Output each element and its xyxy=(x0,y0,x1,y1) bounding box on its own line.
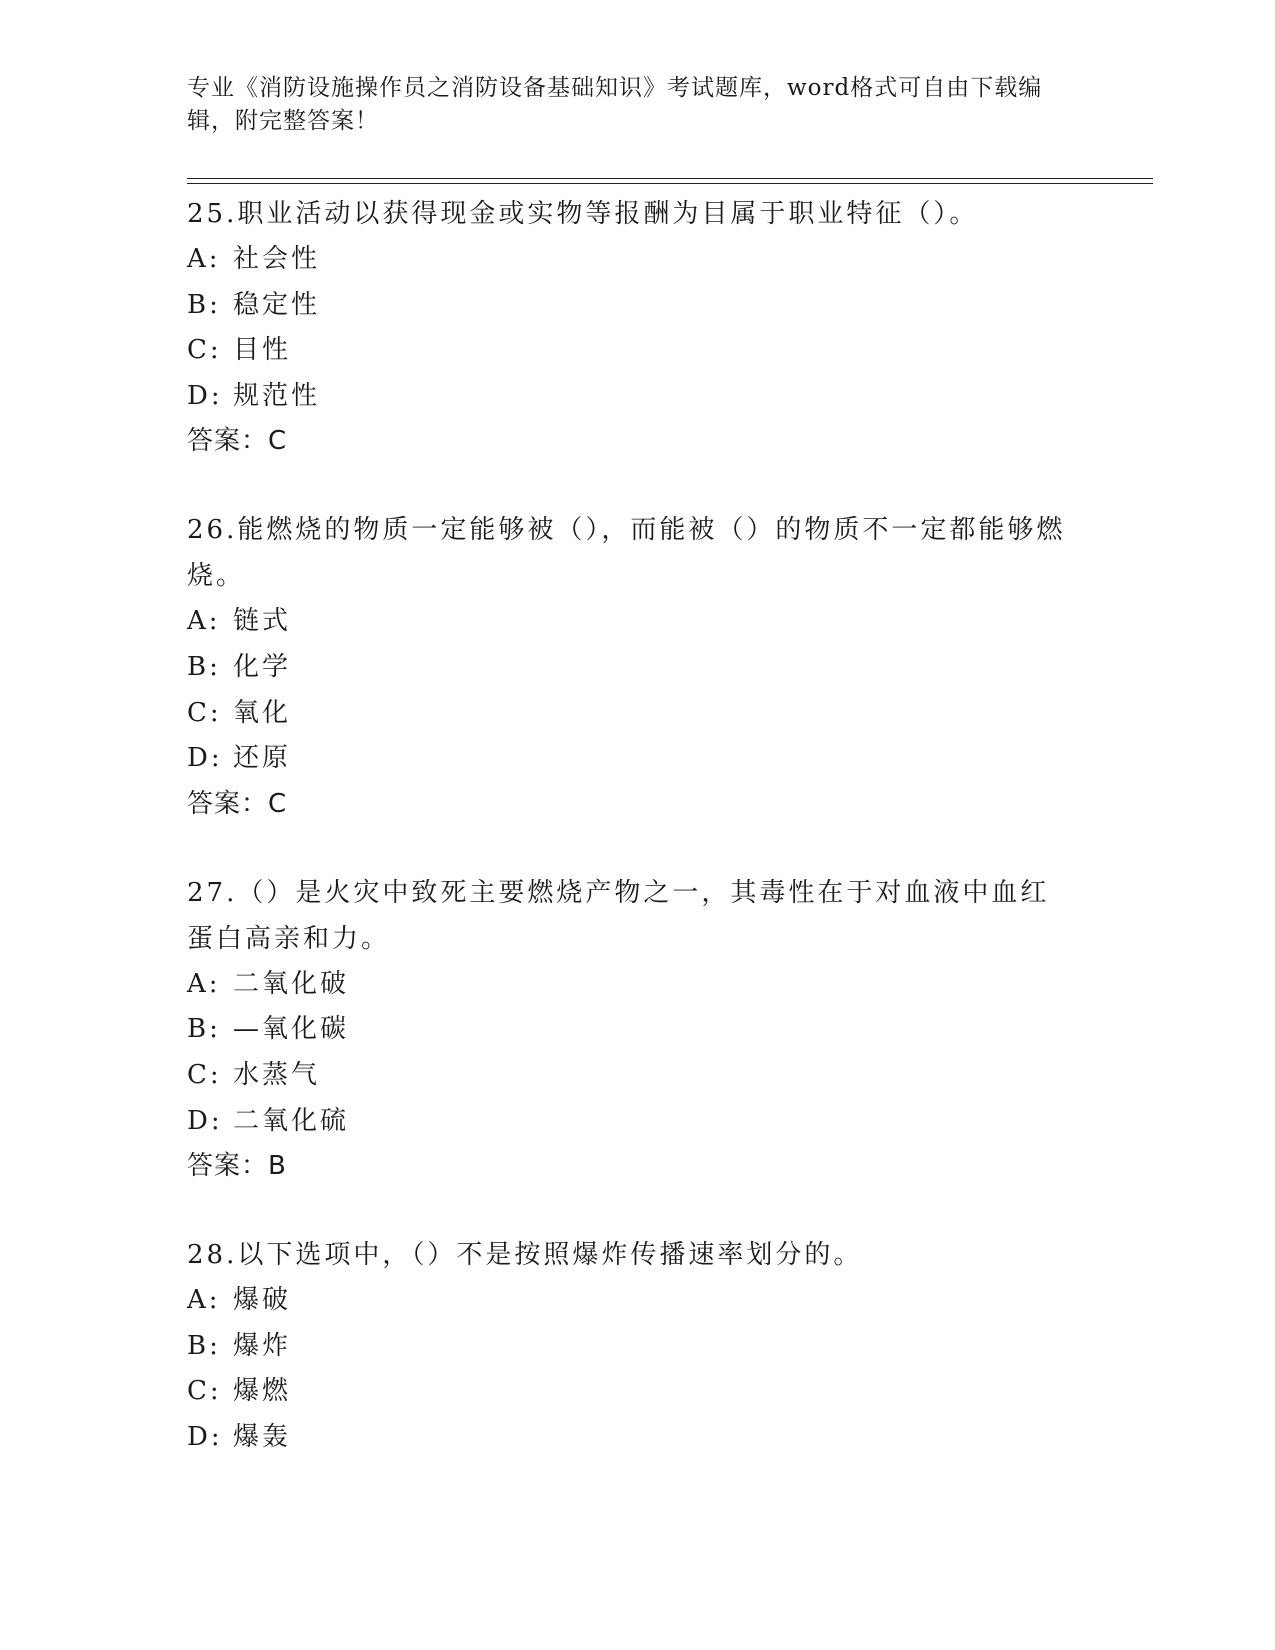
option-c xyxy=(187,1369,1087,1415)
option-letter: C: xyxy=(187,1376,222,1407)
option-c xyxy=(187,691,1087,737)
option-letter: A: xyxy=(187,244,221,274)
question-item xyxy=(187,191,1087,464)
option-c xyxy=(187,1053,1087,1099)
option-a xyxy=(187,237,1087,283)
option-a xyxy=(187,599,1087,645)
option-letter: D: xyxy=(187,1421,223,1452)
option-text: 目性 xyxy=(233,335,292,366)
option-letter: B: xyxy=(187,1330,221,1361)
option-letter: D: xyxy=(187,743,223,774)
option-text: 二氧化破 xyxy=(233,968,350,999)
option-d xyxy=(187,1099,1087,1145)
question-stem: 28.以下选项中，（）不是按照爆炸传播速率划分的。 xyxy=(187,1240,863,1271)
option-b xyxy=(187,645,1087,691)
option-text: 爆燃 xyxy=(233,1376,292,1407)
question-item xyxy=(187,1232,1087,1460)
option-text: 规范性 xyxy=(233,380,321,411)
option-letter: C: xyxy=(187,1059,222,1090)
option-text: 社会性 xyxy=(233,244,321,274)
answer-label: 答案：C xyxy=(187,426,288,457)
option-b xyxy=(187,283,1087,329)
option-d xyxy=(187,1415,1087,1461)
option-text: 化学 xyxy=(233,651,292,682)
option-letter: B: xyxy=(187,651,221,682)
option-b xyxy=(187,1324,1087,1370)
option-letter: A: xyxy=(187,968,221,999)
question-stem: 26.能燃烧的物质一定能够被（），而能被（）的物质不一定都能够燃烧。 xyxy=(187,515,1066,592)
option-letter: D: xyxy=(187,1105,223,1136)
option-letter: D: xyxy=(187,380,223,411)
option-letter: C: xyxy=(187,697,222,728)
option-letter: B: xyxy=(187,1014,221,1045)
option-text: —氧化碳 xyxy=(233,1014,350,1045)
option-text: 爆轰 xyxy=(233,1421,292,1452)
header-divider-top xyxy=(187,178,1153,179)
option-text: 水蒸气 xyxy=(233,1059,321,1090)
option-b xyxy=(187,1007,1087,1053)
option-d xyxy=(187,736,1087,782)
option-letter: C: xyxy=(187,335,222,366)
document-intro: 专业《消防设施操作员之消防设备基础知识》考试题库，word格式可自由下载编辑，附完整答案！ xyxy=(187,75,1043,134)
option-text: 二氧化硫 xyxy=(233,1105,350,1136)
answer-label: 答案：C xyxy=(187,788,288,819)
option-text: 氧化 xyxy=(233,697,292,728)
option-text: 爆破 xyxy=(233,1285,292,1316)
option-text: 稳定性 xyxy=(233,289,321,320)
option-d xyxy=(187,374,1087,420)
question-item xyxy=(187,507,1087,826)
option-a xyxy=(187,962,1087,1008)
option-letter: A: xyxy=(187,606,221,637)
option-c xyxy=(187,328,1087,374)
question-stem: 25.职业活动以获得现金或实物等报酬为目属于职业特征（）。 xyxy=(187,199,979,229)
option-a xyxy=(187,1278,1087,1324)
question-item xyxy=(187,870,1087,1189)
question-list xyxy=(187,191,1087,1461)
header-divider-bottom xyxy=(187,183,1153,184)
question-stem: 27.（）是火灾中致死主要燃烧产物之一，其毒性在于对血液中血红蛋白高亲和力。 xyxy=(187,877,1050,954)
option-text: 链式 xyxy=(233,606,292,637)
option-letter: A: xyxy=(187,1285,221,1316)
option-text: 还原 xyxy=(233,743,292,774)
answer-label: 答案：B xyxy=(187,1151,287,1182)
option-text: 爆炸 xyxy=(233,1330,292,1361)
option-letter: B: xyxy=(187,289,221,320)
